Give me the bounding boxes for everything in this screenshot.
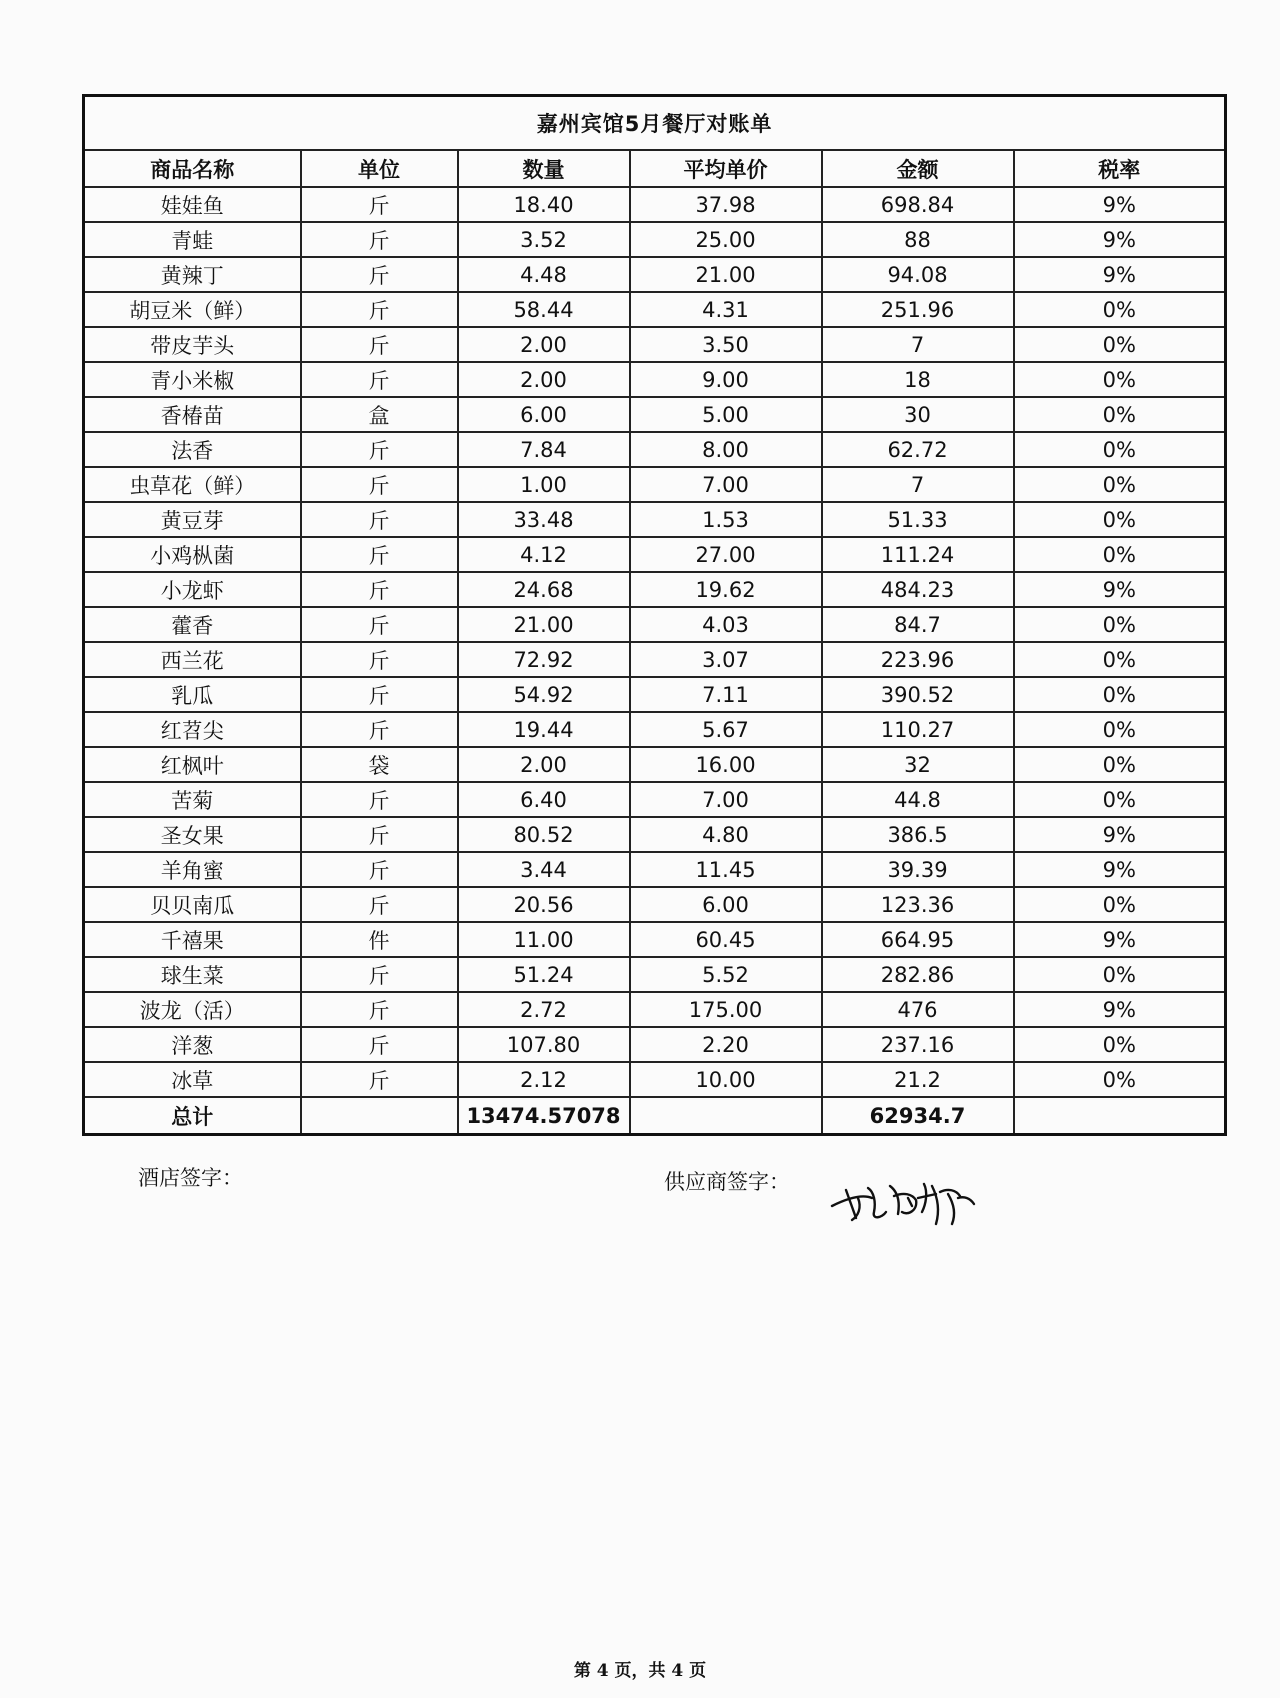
cell-unit: 斤 (301, 467, 458, 502)
table-row (84, 432, 1226, 467)
cell-unit: 斤 (301, 1062, 458, 1097)
cell-amount: 84.7 (822, 607, 1014, 642)
cell-amount: 7 (822, 467, 1014, 502)
cell-unit: 斤 (301, 257, 458, 292)
table-row (84, 747, 1226, 782)
cell-unit: 袋 (301, 747, 458, 782)
cell-item-name: 黄辣丁 (84, 257, 301, 292)
cell-quantity: 24.68 (458, 572, 630, 607)
cell-avg-price: 7.11 (630, 677, 822, 712)
cell-unit: 件 (301, 922, 458, 957)
table-row (84, 642, 1226, 677)
cell-amount: 88 (822, 222, 1014, 257)
cell-item-name: 虫草花（鲜） (84, 467, 301, 502)
table-row (84, 852, 1226, 887)
cell-item-name: 球生菜 (84, 957, 301, 992)
cell-unit: 斤 (301, 187, 458, 222)
hotel-signature-label: 酒店签字： (138, 1166, 243, 1190)
total-tax-cell (1014, 1097, 1226, 1135)
cell-avg-price: 175.00 (630, 992, 822, 1027)
cell-unit: 斤 (301, 222, 458, 257)
cell-quantity: 4.12 (458, 537, 630, 572)
cell-tax-rate: 0% (1014, 782, 1226, 817)
cell-amount: 237.16 (822, 1027, 1014, 1062)
cell-avg-price: 37.98 (630, 187, 822, 222)
total-quantity: 13474.57078 (458, 1097, 630, 1135)
cell-amount: 282.86 (822, 957, 1014, 992)
cell-item-name: 乳瓜 (84, 677, 301, 712)
cell-unit: 斤 (301, 502, 458, 537)
cell-quantity: 6.00 (458, 397, 630, 432)
cell-quantity: 4.48 (458, 257, 630, 292)
cell-item-name: 黄豆芽 (84, 502, 301, 537)
cell-item-name: 小龙虾 (84, 572, 301, 607)
cell-unit: 斤 (301, 1027, 458, 1062)
cell-quantity: 6.40 (458, 782, 630, 817)
cell-avg-price: 25.00 (630, 222, 822, 257)
cell-amount: 390.52 (822, 677, 1014, 712)
cell-avg-price: 16.00 (630, 747, 822, 782)
cell-avg-price: 60.45 (630, 922, 822, 957)
cell-amount: 110.27 (822, 712, 1014, 747)
supplier-signature-label: 供应商签字： (664, 1170, 790, 1194)
cell-tax-rate: 0% (1014, 677, 1226, 712)
cell-quantity: 2.00 (458, 327, 630, 362)
cell-avg-price: 5.67 (630, 712, 822, 747)
cell-avg-price: 1.53 (630, 502, 822, 537)
cell-quantity: 7.84 (458, 432, 630, 467)
cell-amount: 51.33 (822, 502, 1014, 537)
cell-quantity: 20.56 (458, 887, 630, 922)
cell-tax-rate: 9% (1014, 817, 1226, 852)
cell-item-name: 红枫叶 (84, 747, 301, 782)
cell-amount: 7 (822, 327, 1014, 362)
cell-quantity: 80.52 (458, 817, 630, 852)
cell-quantity: 3.44 (458, 852, 630, 887)
cell-amount: 32 (822, 747, 1014, 782)
cell-tax-rate: 0% (1014, 607, 1226, 642)
cell-tax-rate: 0% (1014, 887, 1226, 922)
cell-item-name: 法香 (84, 432, 301, 467)
statement-body (84, 187, 1226, 1097)
cell-tax-rate: 0% (1014, 747, 1226, 782)
table-row (84, 572, 1226, 607)
cell-item-name: 贝贝南瓜 (84, 887, 301, 922)
cell-item-name: 苦菊 (84, 782, 301, 817)
cell-avg-price: 10.00 (630, 1062, 822, 1097)
cell-amount: 476 (822, 992, 1014, 1027)
cell-quantity: 2.00 (458, 362, 630, 397)
cell-quantity: 51.24 (458, 957, 630, 992)
cell-amount: 223.96 (822, 642, 1014, 677)
table-row (84, 922, 1226, 957)
header-item-name: 商品名称 (84, 150, 301, 187)
cell-avg-price: 7.00 (630, 467, 822, 502)
table-row (84, 712, 1226, 747)
table-row (84, 1062, 1226, 1097)
cell-unit: 斤 (301, 432, 458, 467)
header-amount: 金额 (822, 150, 1014, 187)
cell-amount: 44.8 (822, 782, 1014, 817)
cell-unit: 斤 (301, 852, 458, 887)
cell-item-name: 西兰花 (84, 642, 301, 677)
cell-item-name: 娃娃鱼 (84, 187, 301, 222)
cell-tax-rate: 9% (1014, 922, 1226, 957)
cell-quantity: 18.40 (458, 187, 630, 222)
cell-quantity: 2.00 (458, 747, 630, 782)
cell-amount: 698.84 (822, 187, 1014, 222)
cell-tax-rate: 9% (1014, 852, 1226, 887)
table-row (84, 782, 1226, 817)
header-avg-price: 平均单价 (630, 150, 822, 187)
cell-unit: 斤 (301, 362, 458, 397)
cell-tax-rate: 9% (1014, 572, 1226, 607)
cell-amount: 123.36 (822, 887, 1014, 922)
cell-avg-price: 8.00 (630, 432, 822, 467)
cell-unit: 斤 (301, 957, 458, 992)
total-price-cell (630, 1097, 822, 1135)
table-row (84, 817, 1226, 852)
cell-item-name: 藿香 (84, 607, 301, 642)
cell-avg-price: 11.45 (630, 852, 822, 887)
cell-tax-rate: 0% (1014, 327, 1226, 362)
header-quantity: 数量 (458, 150, 630, 187)
table-row (84, 537, 1226, 572)
total-unit-cell (301, 1097, 458, 1135)
cell-quantity: 72.92 (458, 642, 630, 677)
cell-quantity: 33.48 (458, 502, 630, 537)
table-row (84, 187, 1226, 222)
cell-unit: 斤 (301, 782, 458, 817)
cell-item-name: 冰草 (84, 1062, 301, 1097)
table-row (84, 467, 1226, 502)
cell-tax-rate: 0% (1014, 1062, 1226, 1097)
cell-avg-price: 6.00 (630, 887, 822, 922)
cell-quantity: 21.00 (458, 607, 630, 642)
table-row (84, 222, 1226, 257)
cell-amount: 664.95 (822, 922, 1014, 957)
cell-avg-price: 19.62 (630, 572, 822, 607)
cell-amount: 251.96 (822, 292, 1014, 327)
statement-table (82, 94, 1227, 1136)
cell-unit: 斤 (301, 292, 458, 327)
table-row (84, 992, 1226, 1027)
cell-avg-price: 4.31 (630, 292, 822, 327)
cell-unit: 斤 (301, 642, 458, 677)
table-row (84, 327, 1226, 362)
cell-avg-price: 21.00 (630, 257, 822, 292)
cell-quantity: 3.52 (458, 222, 630, 257)
cell-amount: 62.72 (822, 432, 1014, 467)
cell-tax-rate: 9% (1014, 222, 1226, 257)
cell-unit: 盒 (301, 397, 458, 432)
cell-avg-price: 27.00 (630, 537, 822, 572)
cell-unit: 斤 (301, 537, 458, 572)
header-unit: 单位 (301, 150, 458, 187)
cell-amount: 484.23 (822, 572, 1014, 607)
cell-unit: 斤 (301, 607, 458, 642)
statement-sheet (82, 94, 1224, 1136)
cell-tax-rate: 9% (1014, 992, 1226, 1027)
cell-item-name: 千禧果 (84, 922, 301, 957)
cell-tax-rate: 0% (1014, 537, 1226, 572)
cell-tax-rate: 0% (1014, 1027, 1226, 1062)
cell-item-name: 青小米椒 (84, 362, 301, 397)
cell-unit: 斤 (301, 677, 458, 712)
cell-item-name: 红苕尖 (84, 712, 301, 747)
cell-unit: 斤 (301, 992, 458, 1027)
cell-item-name: 香椿苗 (84, 397, 301, 432)
table-row (84, 397, 1226, 432)
cell-amount: 21.2 (822, 1062, 1014, 1097)
total-amount: 62934.7 (822, 1097, 1014, 1135)
total-label: 总计 (84, 1097, 301, 1135)
cell-tax-rate: 0% (1014, 467, 1226, 502)
cell-quantity: 1.00 (458, 467, 630, 502)
cell-avg-price: 5.00 (630, 397, 822, 432)
cell-tax-rate: 0% (1014, 957, 1226, 992)
cell-unit: 斤 (301, 572, 458, 607)
page-footer: 第 4 页，共 4 页 (573, 1661, 707, 1681)
cell-tax-rate: 9% (1014, 257, 1226, 292)
cell-item-name: 洋葱 (84, 1027, 301, 1062)
cell-tax-rate: 0% (1014, 292, 1226, 327)
cell-unit: 斤 (301, 817, 458, 852)
header-row (84, 150, 1226, 187)
cell-tax-rate: 0% (1014, 712, 1226, 747)
table-row (84, 257, 1226, 292)
cell-avg-price: 4.03 (630, 607, 822, 642)
cell-tax-rate: 0% (1014, 502, 1226, 537)
cell-quantity: 54.92 (458, 677, 630, 712)
table-row (84, 502, 1226, 537)
cell-amount: 386.5 (822, 817, 1014, 852)
cell-quantity: 2.12 (458, 1062, 630, 1097)
cell-avg-price: 3.50 (630, 327, 822, 362)
cell-amount: 18 (822, 362, 1014, 397)
cell-amount: 111.24 (822, 537, 1014, 572)
cell-tax-rate: 0% (1014, 397, 1226, 432)
handwritten-signature (828, 1168, 978, 1228)
cell-avg-price: 4.80 (630, 817, 822, 852)
cell-tax-rate: 0% (1014, 362, 1226, 397)
cell-unit: 斤 (301, 327, 458, 362)
table-row (84, 362, 1226, 397)
cell-avg-price: 5.52 (630, 957, 822, 992)
table-row (84, 607, 1226, 642)
cell-tax-rate: 0% (1014, 642, 1226, 677)
cell-quantity: 2.72 (458, 992, 630, 1027)
cell-avg-price: 7.00 (630, 782, 822, 817)
table-row (84, 957, 1226, 992)
cell-avg-price: 3.07 (630, 642, 822, 677)
cell-quantity: 107.80 (458, 1027, 630, 1062)
total-row (84, 1097, 1226, 1135)
cell-unit: 斤 (301, 712, 458, 747)
cell-amount: 94.08 (822, 257, 1014, 292)
cell-amount: 39.39 (822, 852, 1014, 887)
table-row (84, 292, 1226, 327)
cell-item-name: 胡豆米（鲜） (84, 292, 301, 327)
cell-item-name: 带皮芋头 (84, 327, 301, 362)
cell-item-name: 圣女果 (84, 817, 301, 852)
cell-tax-rate: 0% (1014, 432, 1226, 467)
cell-item-name: 小鸡枞菌 (84, 537, 301, 572)
cell-tax-rate: 9% (1014, 187, 1226, 222)
cell-amount: 30 (822, 397, 1014, 432)
cell-item-name: 青蛙 (84, 222, 301, 257)
cell-quantity: 19.44 (458, 712, 630, 747)
cell-avg-price: 9.00 (630, 362, 822, 397)
cell-quantity: 11.00 (458, 922, 630, 957)
cell-item-name: 羊角蜜 (84, 852, 301, 887)
header-tax-rate: 税率 (1014, 150, 1226, 187)
statement-title: 嘉州宾馆5月餐厅对账单 (84, 96, 1226, 151)
cell-item-name: 波龙（活） (84, 992, 301, 1027)
table-row (84, 677, 1226, 712)
cell-unit: 斤 (301, 887, 458, 922)
table-row (84, 887, 1226, 922)
cell-avg-price: 2.20 (630, 1027, 822, 1062)
table-row (84, 1027, 1226, 1062)
cell-quantity: 58.44 (458, 292, 630, 327)
